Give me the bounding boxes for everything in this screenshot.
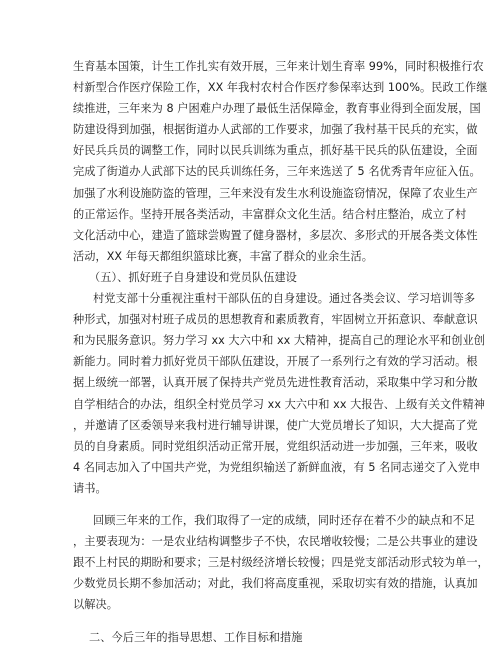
- text-line: 请书。: [73, 481, 107, 495]
- text-line: 少数党员长期不参加活动；对此，我们将高度重视，采取切实有效的措施，认真加: [73, 577, 478, 591]
- section-heading-team-building: [73, 267, 434, 288]
- text-line: 回顾三年来的工作，我们取得了一定的成绩，同时还存在着不少的缺点和不足: [93, 513, 476, 527]
- text-line: 自学相结合的办法，组织全村党员学习 xx 大六中和 xx 大报告、上级有关文件精神: [73, 397, 485, 411]
- text-line: 防建设得到加强，根据街道办人武部的工作要求，加强了我村基干民兵的充实，做: [73, 123, 478, 137]
- text-line: 村新型合作医疗保险工作，XX 年我村农村合作医疗参保率达到 100%。民政工作继: [73, 81, 488, 95]
- text-line: 加强了水利设施防盗的管理，三年来没有发生水利设施盗窃情况，保障了农业生产: [73, 186, 478, 200]
- text-line: 据上级统一部署，认真开展了保持共产党员先进性教育活动，采取集中学习和分散: [73, 376, 478, 390]
- text-line: 种形式，加强对村班子成员的思想教育和素质教育，牢固树立开拓意识、奉献意识: [73, 313, 478, 327]
- text-line: 完成了街道办人武部下达的民兵训练任务，三年来选送了 5 名优秀青年应征入伍。: [73, 165, 481, 179]
- text-line: 活动，XX 年每天都组织篮球比赛，丰富了群众的业余生活。: [73, 249, 373, 263]
- text-line: 员的自身素质。同时党组织活动正常开展，党组织活动进一步加强，三年来，吸收: [73, 439, 478, 453]
- text-line: 跟不上村民的期盼和要求；三是村级经济增长较慢；四是党支部活动形式较为单一，: [73, 556, 489, 570]
- text-line: 好民兵兵员的调整工作，同时以民兵训练为重点，抓好基干民兵的队伍建设，全面: [73, 144, 478, 158]
- section-heading-next-three-years: [73, 627, 434, 648]
- text-line: 村党支部十分重视注重村干部队伍的自身建设。通过各类会议、学习培训等多: [93, 292, 476, 306]
- paragraph-spacer: [73, 615, 434, 627]
- text-line: 4 名同志加入了中国共产党，为党组织输送了新鲜血液，有 5 名同志递交了入党申: [73, 460, 481, 474]
- text-line: 文化活动中心，建造了篮球尝购置了健身器材，多层次、多形式的开展各类文体性: [73, 228, 478, 242]
- text-line: 的正常运作。坚持开展各类活动，丰富群众文化生活。结合村庄整治，成立了村: [73, 207, 467, 221]
- heading-text: 二、今后三年的指导思想、工作目标和措施: [89, 631, 303, 645]
- text-line: 以解决。: [73, 598, 118, 612]
- text-line: 新能力。同时着力抓好党员干部队伍建设，开展了一系列行之有效的学习活动。根: [73, 355, 478, 369]
- text-line: 续推进，三年来为 8 户困难户办理了最低生活保障金，教育事业得到全面发展，国: [73, 102, 481, 116]
- text-line: 生育基本国策，计生工作扎实有效开展，三年来计划生育率 99%，同时积极推行农: [73, 60, 484, 73]
- paragraph-party-building: [73, 288, 485, 499]
- heading-text: （五）、抓好班子自身建设和党员队伍建设: [89, 270, 297, 284]
- paragraph-village-affairs: [73, 56, 488, 267]
- text-line: ，主要表现为：一是农业结构调整步子不快，农民增收较慢；二是公共事业的建设: [73, 535, 478, 549]
- text-line: 和为民服务意识。努力学习 xx 大六中和 xx 大精神，提高自己的理论水平和创业创: [73, 334, 485, 348]
- text-line: ，并邀请了区委领导来我村进行辅导讲课，使广大党员增长了知识，大大提高了党: [73, 418, 478, 432]
- paragraph-spacer: [73, 499, 434, 510]
- paragraph-review-shortcomings: [73, 510, 489, 615]
